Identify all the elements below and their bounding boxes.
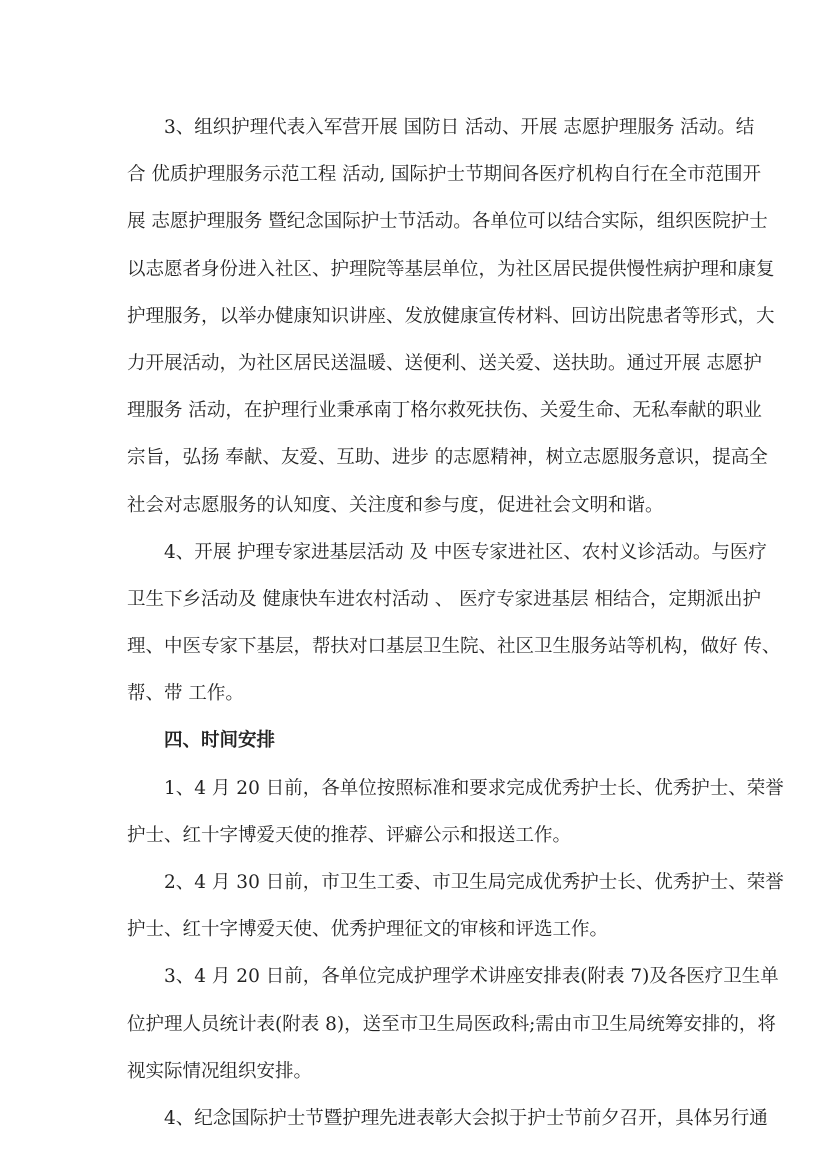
- text-line: 护士、红十字博爱天使、优秀护理征文的审核和评选工作。: [127, 919, 609, 941]
- text-line: 1、4 月 20 日前，各单位按照标准和要求完成优秀护士长、优秀护士、荣誉: [164, 777, 784, 799]
- text-line: 卫生下乡活动及 健康快车进农村活动 、 医疗专家进基层 相结合，定期派出护: [127, 588, 762, 610]
- text-line: 护士、红十字博爱天使的推荐、评癖公示和报送工作。: [127, 824, 572, 846]
- paragraph: [127, 765, 784, 859]
- text-line: 视实际情况组织安排。: [127, 1060, 313, 1082]
- paragraph: [127, 529, 781, 718]
- text-line: 宗旨，弘扬 奉献、友爱、互助、进步 的志愿精神，树立志愿服务意识，提高全: [127, 447, 768, 469]
- text-line: 2、4 月 30 日前，市卫生工委、市卫生局完成优秀护士长、优秀护士、荣誉: [164, 872, 784, 893]
- text-line: 理、中医专家下基层，帮扶对口基层卫生院、社区卫生服务站等机构，做好 传、: [127, 636, 781, 658]
- paragraph: [127, 1095, 768, 1142]
- paragraph: [127, 104, 775, 529]
- paragraph: [127, 859, 784, 953]
- text-line: 以志愿者身份进入社区、护理院等基层单位，为社区居民提供慢性病护理和康复: [127, 258, 775, 280]
- text-line: 4、纪念国际护士节暨护理先进表彰大会拟于护士节前夕召开，具体另行通: [164, 1107, 768, 1129]
- text-line: 3、组织护理代表入军营开展 国防日 活动、开展 志愿护理服务 活动。结: [164, 117, 755, 138]
- text-line: 位护理人员统计表(附表 8)，送至市卫生局医政科;需由市卫生局统筹安排的，将: [127, 1013, 776, 1035]
- text-line: 4、开展 护理专家进基层活动 及 中医专家进社区、农村义诊活动。与医疗: [164, 541, 767, 563]
- document-body: [127, 104, 784, 1142]
- text-line: 护理服务，以举办健康知识讲座、发放健康宣传材料、回访出院患者等形式，大: [127, 305, 775, 327]
- text-line: 理服务 活动，在护理行业秉承南丁格尔救死扶伤、关爱生命、无私奉献的职业: [127, 400, 762, 422]
- text-line: 合 优质护理服务示范工程 活动, 国际护士节期间各医疗机构自行在全市范围开: [127, 164, 762, 186]
- paragraph: [127, 953, 779, 1095]
- text-line: 3、4 月 20 日前，各单位完成护理学术讲座安排表(附表 7)及各医疗卫生单: [164, 966, 779, 988]
- text-line: 帮、带 工作。: [127, 683, 244, 705]
- text-line: 社会对志愿服务的认知度、关注度和参与度，促进社会文明和谐。: [127, 494, 664, 516]
- text-line: 四、时间安排: [164, 730, 276, 752]
- text-line: 展 志愿护理服务 暨纪念国际护士节活动。各单位可以结合实际，组织医院护士: [127, 211, 768, 233]
- text-line: 力开展活动，为社区居民送温暖、送便利、送关爱、送扶助。通过开展 志愿护: [127, 352, 762, 374]
- section-heading: [127, 717, 713, 764]
